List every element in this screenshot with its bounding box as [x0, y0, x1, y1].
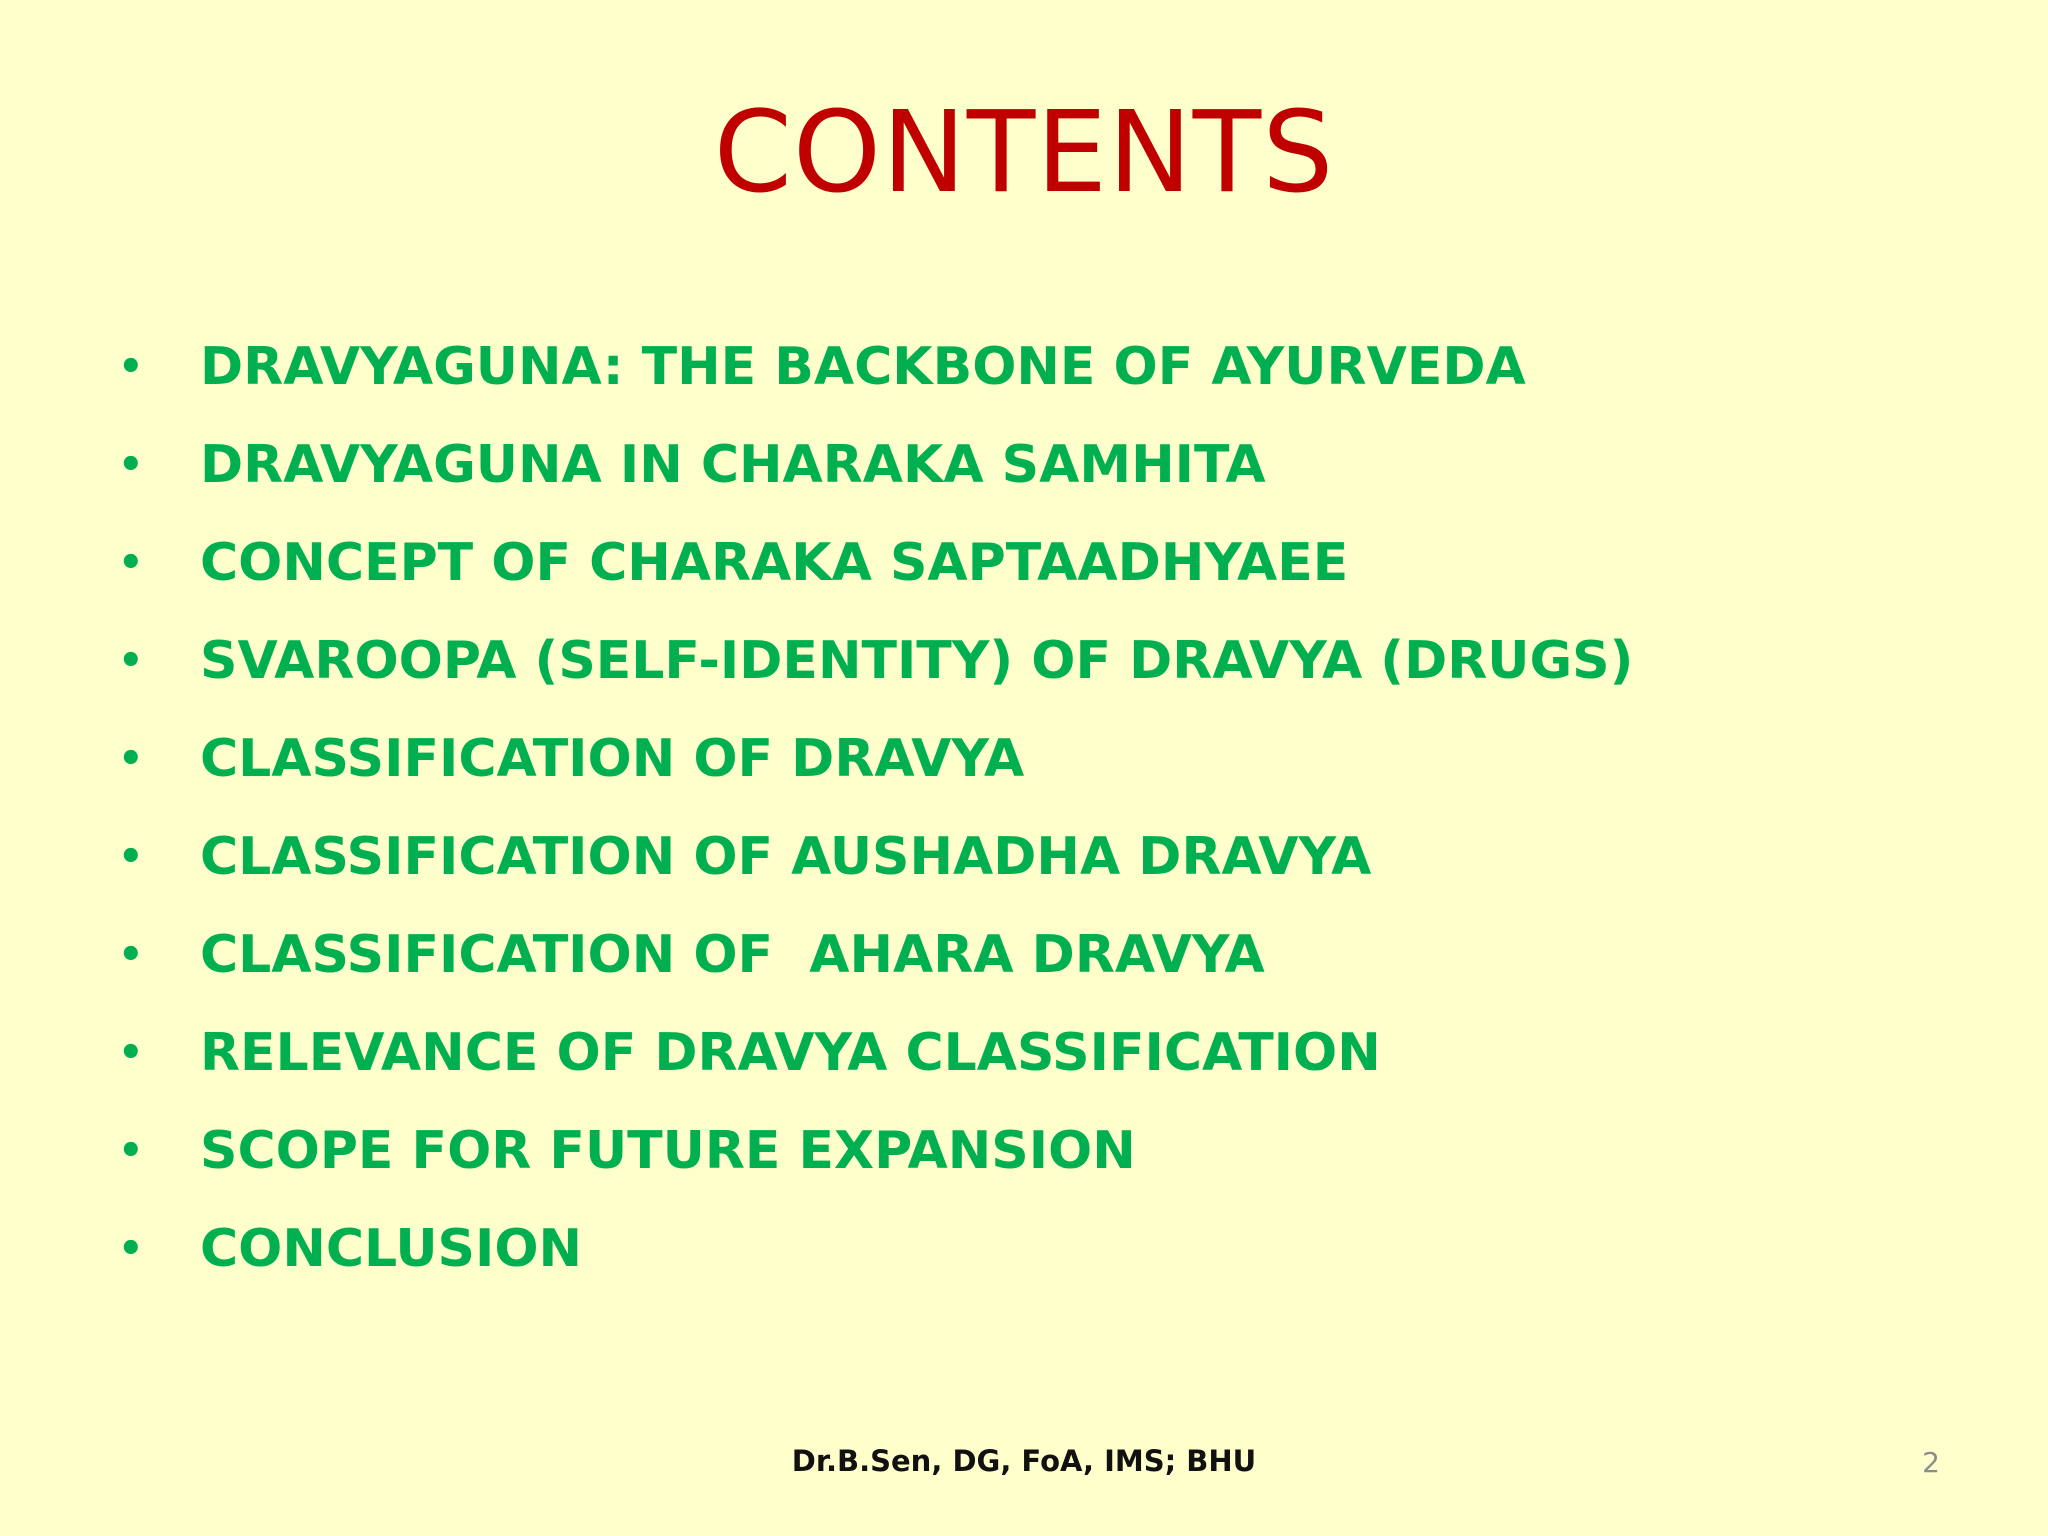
bullet-icon: •	[118, 736, 144, 782]
list-item	[118, 1200, 1633, 1298]
list-item-text: DRAVYAGUNA IN CHARAKA SAMHITA	[200, 435, 1266, 495]
slide-title: CONTENTS	[713, 88, 1335, 218]
list-item	[118, 710, 1633, 808]
bullet-icon: •	[118, 1030, 144, 1076]
list-item	[118, 906, 1633, 1004]
list-item	[118, 514, 1633, 612]
list-item	[118, 1004, 1633, 1102]
bullet-icon: •	[118, 344, 144, 390]
bullet-icon: •	[118, 1128, 144, 1174]
list-item	[118, 318, 1633, 416]
list-item-text: CONCLUSION	[200, 1219, 583, 1279]
page-number: 2	[1922, 1446, 1940, 1479]
contents-list	[118, 318, 1633, 1298]
list-item-text: DRAVYAGUNA: THE BACKBONE OF AYURVEDA	[200, 337, 1526, 397]
list-item	[118, 808, 1633, 906]
bullet-icon: •	[118, 442, 144, 488]
list-item	[118, 612, 1633, 710]
list-item-text: CLASSIFICATION OF DRAVYA	[200, 729, 1025, 789]
list-item-text: SCOPE FOR FUTURE EXPANSION	[200, 1121, 1136, 1181]
list-item-text: CLASSIFICATION OF AUSHADHA DRAVYA	[200, 827, 1372, 887]
footer-author: Dr.B.Sen, DG, FoA, IMS; BHU	[791, 1444, 1257, 1478]
list-item	[118, 1102, 1633, 1200]
list-item-text: CLASSIFICATION OF AHARA DRAVYA	[200, 925, 1265, 985]
bullet-icon: •	[118, 834, 144, 880]
list-item	[118, 416, 1633, 514]
bullet-icon: •	[118, 638, 144, 684]
list-item-text: CONCEPT OF CHARAKA SAPTAADHYAEE	[200, 533, 1349, 593]
list-item-text: RELEVANCE OF DRAVYA CLASSIFICATION	[200, 1023, 1381, 1083]
bullet-icon: •	[118, 932, 144, 978]
bullet-icon: •	[118, 1226, 144, 1272]
list-item-text: SVAROOPA (SELF-IDENTITY) OF DRAVYA (DRUGS)	[200, 631, 1634, 691]
bullet-icon: •	[118, 540, 144, 586]
